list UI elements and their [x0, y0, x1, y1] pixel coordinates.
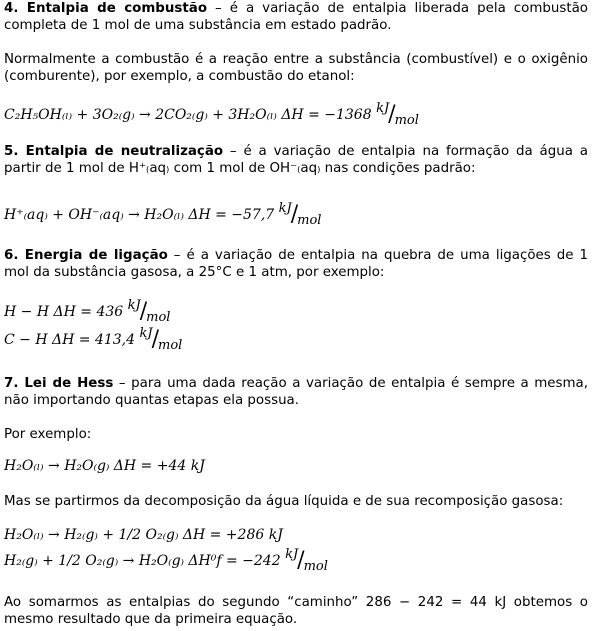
section-5-heading: 5. Entalpia de neutralização	[4, 144, 224, 159]
unit-slash: /	[388, 102, 396, 127]
section-7-text: – para uma dada reação a variação de entalpia é sempre a mesma, não importando quantas etapas ela possua.	[4, 376, 588, 408]
hess-equation-direct: H₂O₍ₗ₎ → H₂O₍g₎ ΔH = +44 kJ	[4, 458, 205, 474]
unit-numerator: kJ	[376, 101, 390, 116]
bond-energy-ch-body: C − H ΔH = 413,4	[4, 332, 136, 348]
bond-energy-hh-body: H − H ΔH = 436	[4, 304, 124, 320]
section-5-text: – é a variação de entalpia na formação da água a partir de 1 mol de H⁺₍aq₎ com 1 mol de OH⁻₍aq₎ nas condições padrão:	[4, 144, 588, 176]
unit-numerator: kJ	[285, 547, 299, 562]
unit-numerator: kJ	[278, 201, 292, 216]
unit-denominator: mol	[146, 310, 171, 325]
section-7-conclusion: Ao somarmos as entalpias do segundo “caminho” 286 − 242 = 44 kJ obtemos o mesmo resultado que da primeira equação.	[4, 595, 588, 627]
section-4-intro: Normalmente a combustão é a reação entre a substância (combustível) e o oxigênio (comburente), por exemplo, a combustão do etanol:	[4, 52, 588, 84]
section-4-heading: 4. Entalpia de combustão	[4, 1, 208, 16]
unit-denominator: mol	[394, 113, 419, 128]
unit-slash: /	[290, 202, 299, 227]
unit-numerator: kJ	[139, 326, 153, 341]
section-7-definition	[4, 375, 588, 409]
unit-denominator: mol	[303, 559, 328, 574]
section-7-heading: 7. Lei de Hess	[4, 376, 114, 391]
hess-equation-step-1: H₂O₍ₗ₎ → H₂₍g₎ + 1/2 O₂₍g₎ ΔH = +286 kJ	[4, 527, 283, 543]
unit-numerator: kJ	[127, 298, 141, 313]
neutralization-equation-body: H⁺₍aq₎ + OH⁻₍aq₎ → H₂O₍ₗ₎ ΔH = −57,7	[4, 207, 275, 223]
section-5-definition	[4, 143, 588, 177]
section-7-example-label: Por exemplo:	[4, 427, 92, 442]
unit-slash: /	[151, 327, 159, 352]
unit-slash: /	[297, 548, 305, 573]
combustion-equation	[4, 101, 419, 128]
combustion-equation-body: C₂H₅OH₍ₗ₎ + 3O₂₍g₎ → 2CO₂₍g₎ + 3H₂O₍ₗ₎ ΔH = −1368	[4, 107, 372, 123]
section-6-heading: 6. Energia de ligação	[4, 248, 168, 263]
section-4-definition	[4, 0, 588, 34]
unit-denominator: mol	[158, 338, 183, 353]
neutralization-equation	[4, 201, 322, 228]
section-6-definition	[4, 247, 588, 281]
unit-slash: /	[139, 299, 148, 324]
unit-denominator: mol	[297, 213, 322, 228]
section-7-middle-text: Mas se partirmos da decomposição da água líquida e de sua recomposição gasosa:	[4, 494, 564, 509]
hess-equation-step-2-body: H₂₍g₎ + 1/2 O₂₍g₎ → H₂O₍g₎ ΔH⁰f = −242	[4, 553, 281, 569]
hess-equation-step-2	[4, 547, 328, 574]
section-6-text: – é a variação de entalpia na quebra de uma ligações de 1 mol da substância gasosa, a 25°C e 1 atm, por exemplo:	[4, 248, 588, 280]
bond-energy-hh	[4, 298, 171, 325]
section-4-text: – é a variação de entalpia liberada pela combustão completa de 1 mol de uma substância em estado padrão.	[4, 1, 588, 33]
bond-energy-ch	[4, 326, 183, 353]
